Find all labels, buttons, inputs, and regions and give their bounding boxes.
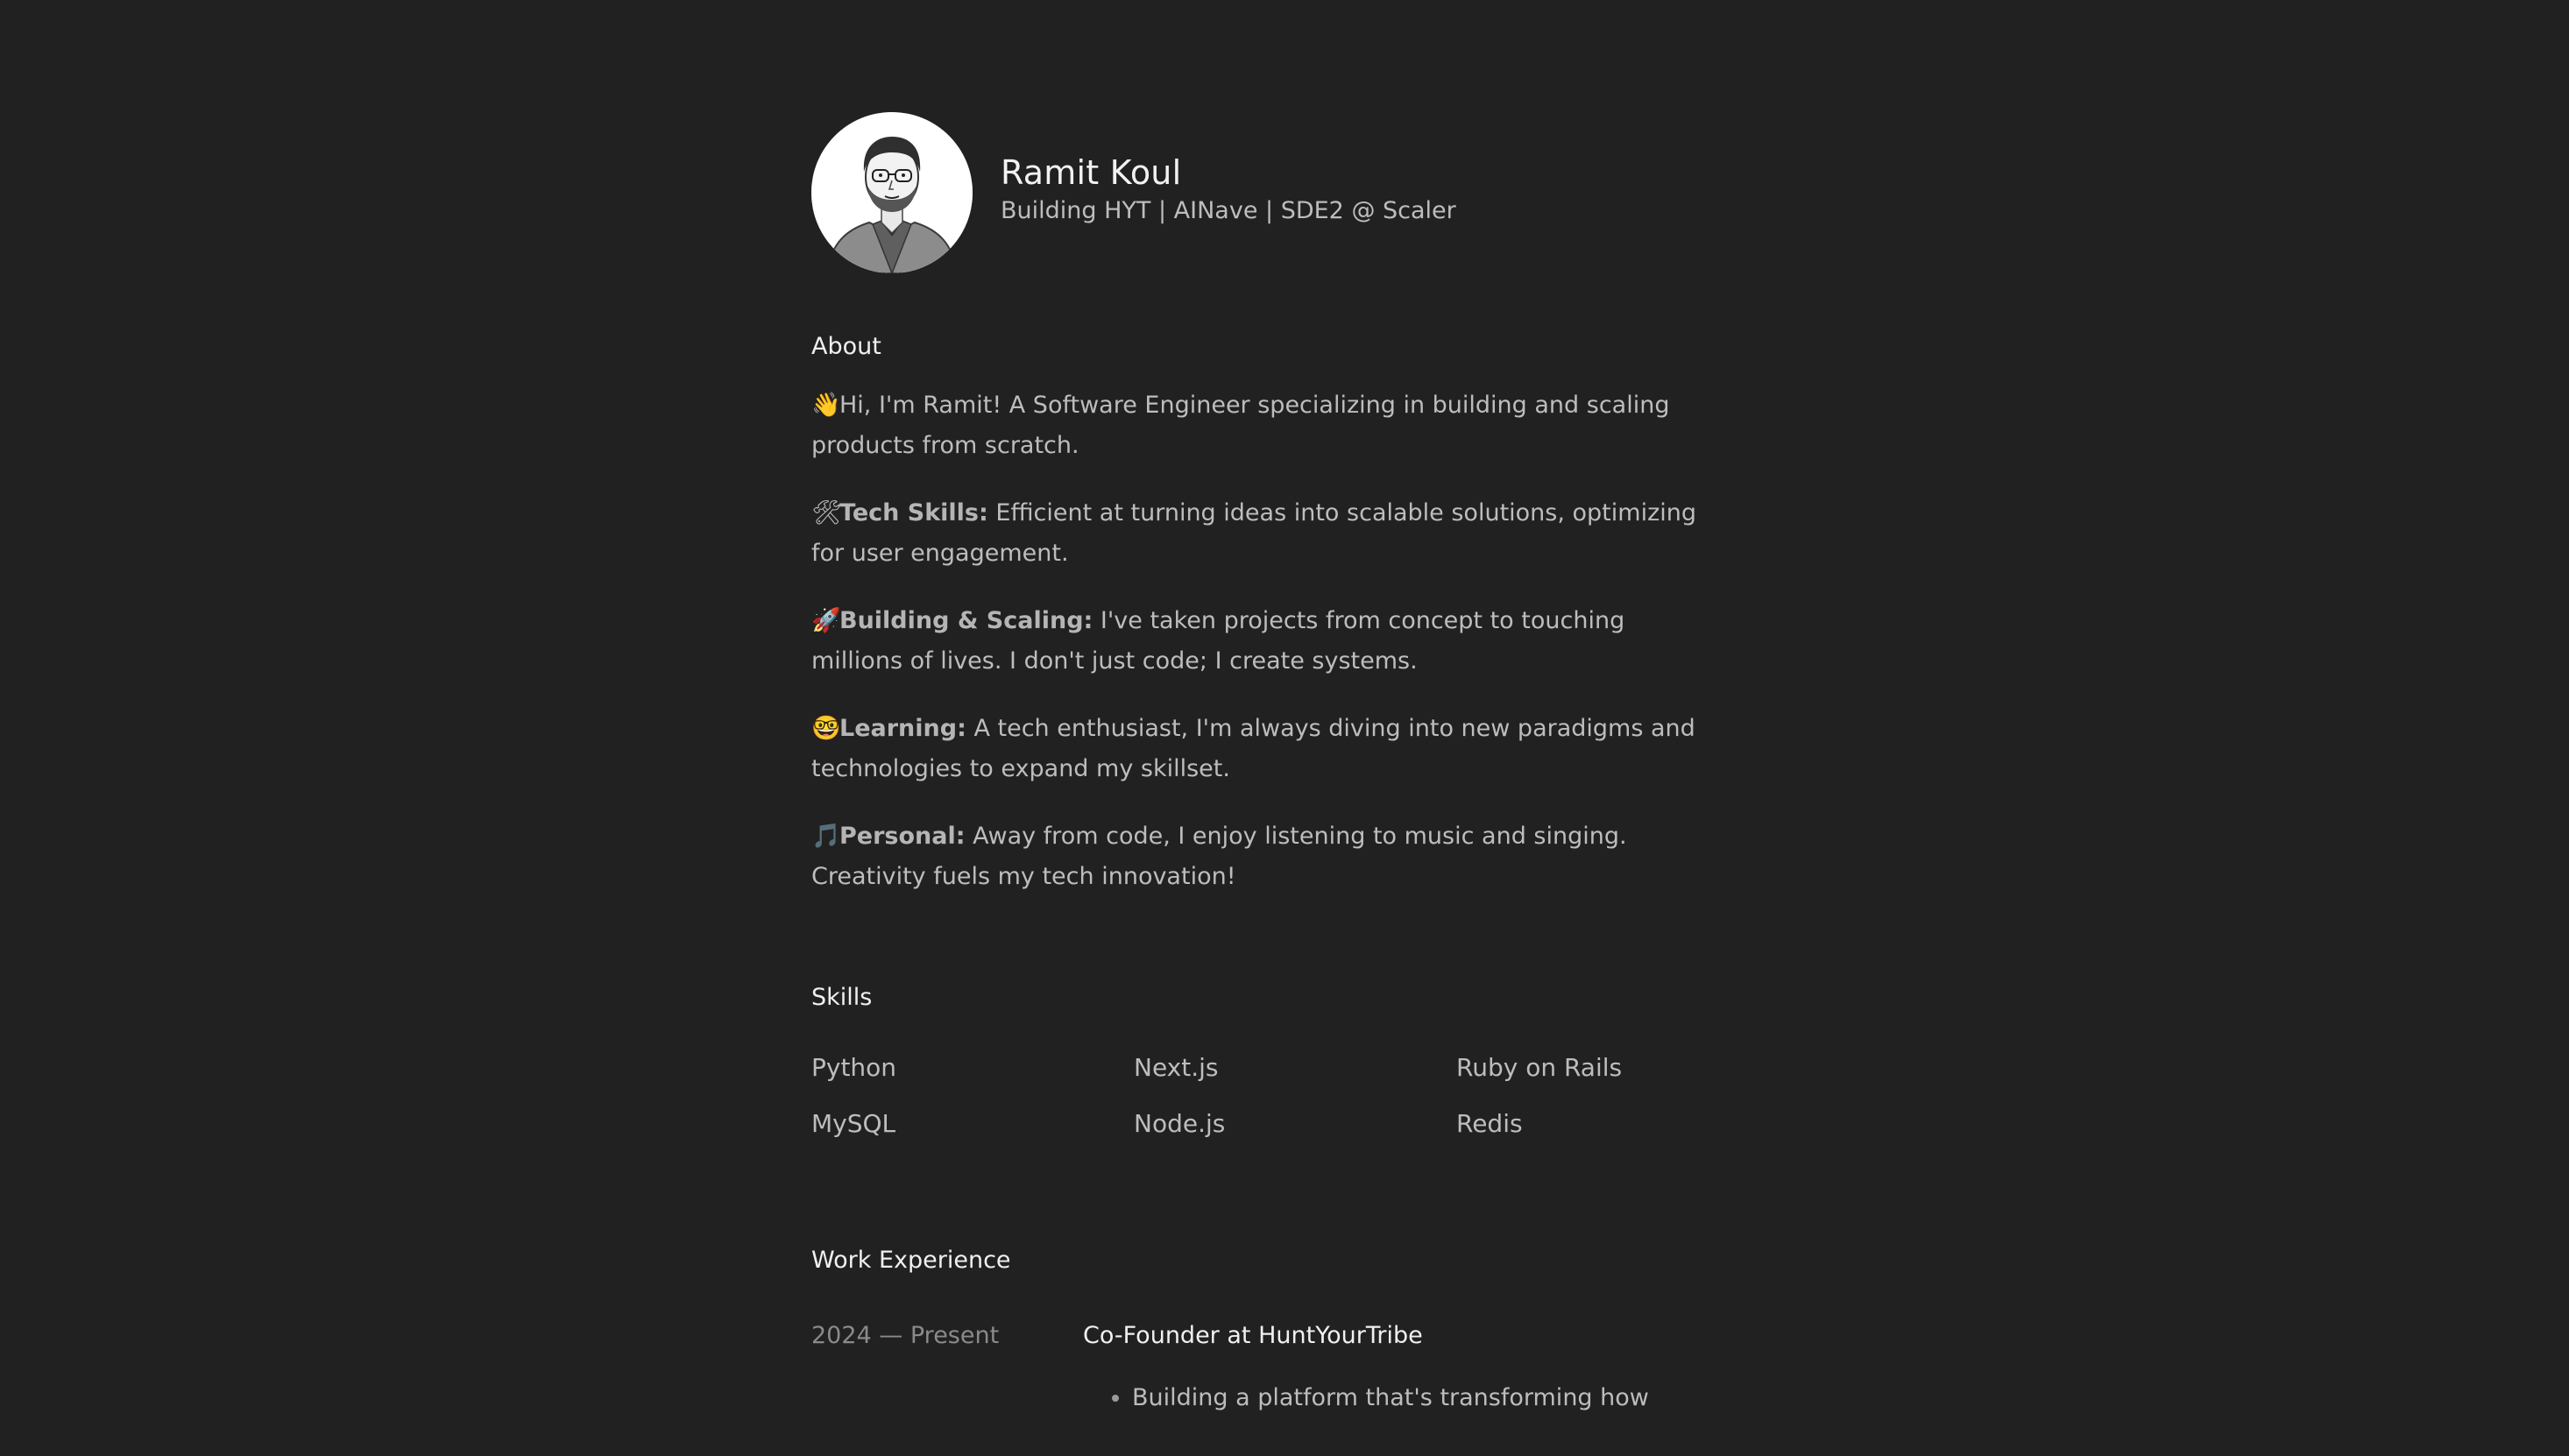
skills-grid bbox=[811, 1052, 1723, 1140]
skill-ruby-on-rails: Ruby on Rails bbox=[1456, 1053, 1623, 1082]
job-period: 2024 — Present bbox=[811, 1322, 1000, 1349]
job-bullet: • Building a platform that's transforming how bbox=[1132, 1378, 1723, 1418]
about-paragraph bbox=[811, 601, 1723, 682]
about-paragraph bbox=[811, 385, 1723, 466]
profile-name: Ramit Koul bbox=[1001, 153, 1182, 192]
about-lead: Tech Skills: bbox=[839, 499, 988, 527]
job-bullets bbox=[1083, 1378, 1723, 1418]
nerd-face-icon: 🤓 bbox=[811, 715, 841, 742]
avatar bbox=[811, 112, 973, 273]
about-paragraph bbox=[811, 709, 1723, 789]
job-body bbox=[1083, 1320, 1723, 1418]
about-lead: Building & Scaling: bbox=[839, 607, 1093, 634]
about-paragraph bbox=[811, 493, 1723, 574]
about-text: Efficient at turning ideas into scalable solutions, optimizing for user engagement. bbox=[811, 499, 1696, 567]
about-heading: About bbox=[811, 333, 881, 360]
profile-tagline: Building HYT | AINave | SDE2 @ Scaler bbox=[1001, 197, 1456, 224]
skill-nodejs: Node.js bbox=[1134, 1109, 1226, 1138]
about-section bbox=[811, 385, 1723, 897]
skill-redis: Redis bbox=[1456, 1109, 1523, 1138]
about-text: Hi, I'm Ramit! A Software Engineer specializing in building and scaling products from scratch. bbox=[811, 392, 1670, 459]
content-column bbox=[811, 112, 1723, 1418]
profile-header bbox=[811, 112, 1723, 273]
work-experience-heading: Work Experience bbox=[811, 1247, 1011, 1274]
about-lead: Personal: bbox=[839, 823, 966, 850]
about-text: Away from code, I enjoy listening to music and singing. Creativity fuels my tech innovation! bbox=[811, 823, 1627, 890]
skill-nextjs: Next.js bbox=[1134, 1053, 1219, 1082]
skills-heading: Skills bbox=[811, 984, 873, 1011]
avatar-illustration-icon bbox=[811, 112, 973, 273]
skill-python: Python bbox=[811, 1053, 897, 1082]
profile-text bbox=[1001, 152, 1456, 227]
job-entry bbox=[811, 1320, 1723, 1418]
about-text: I've taken projects from concept to touching millions of lives. I don't just code; I create systems. bbox=[811, 607, 1625, 675]
waving-hand-icon: 👋 bbox=[811, 392, 841, 419]
skill-mysql: MySQL bbox=[811, 1109, 896, 1138]
job-title: Co-Founder at HuntYourTribe bbox=[1083, 1322, 1423, 1349]
about-text: A tech enthusiast, I'm always diving into new paradigms and technologies to expand my skillset. bbox=[811, 715, 1695, 782]
rocket-icon: 🚀 bbox=[811, 607, 841, 634]
about-paragraph bbox=[811, 816, 1723, 897]
about-lead: Learning: bbox=[839, 715, 966, 742]
hammer-wrench-icon: 🛠 bbox=[811, 499, 842, 527]
music-note-icon: 🎵 bbox=[811, 823, 841, 850]
